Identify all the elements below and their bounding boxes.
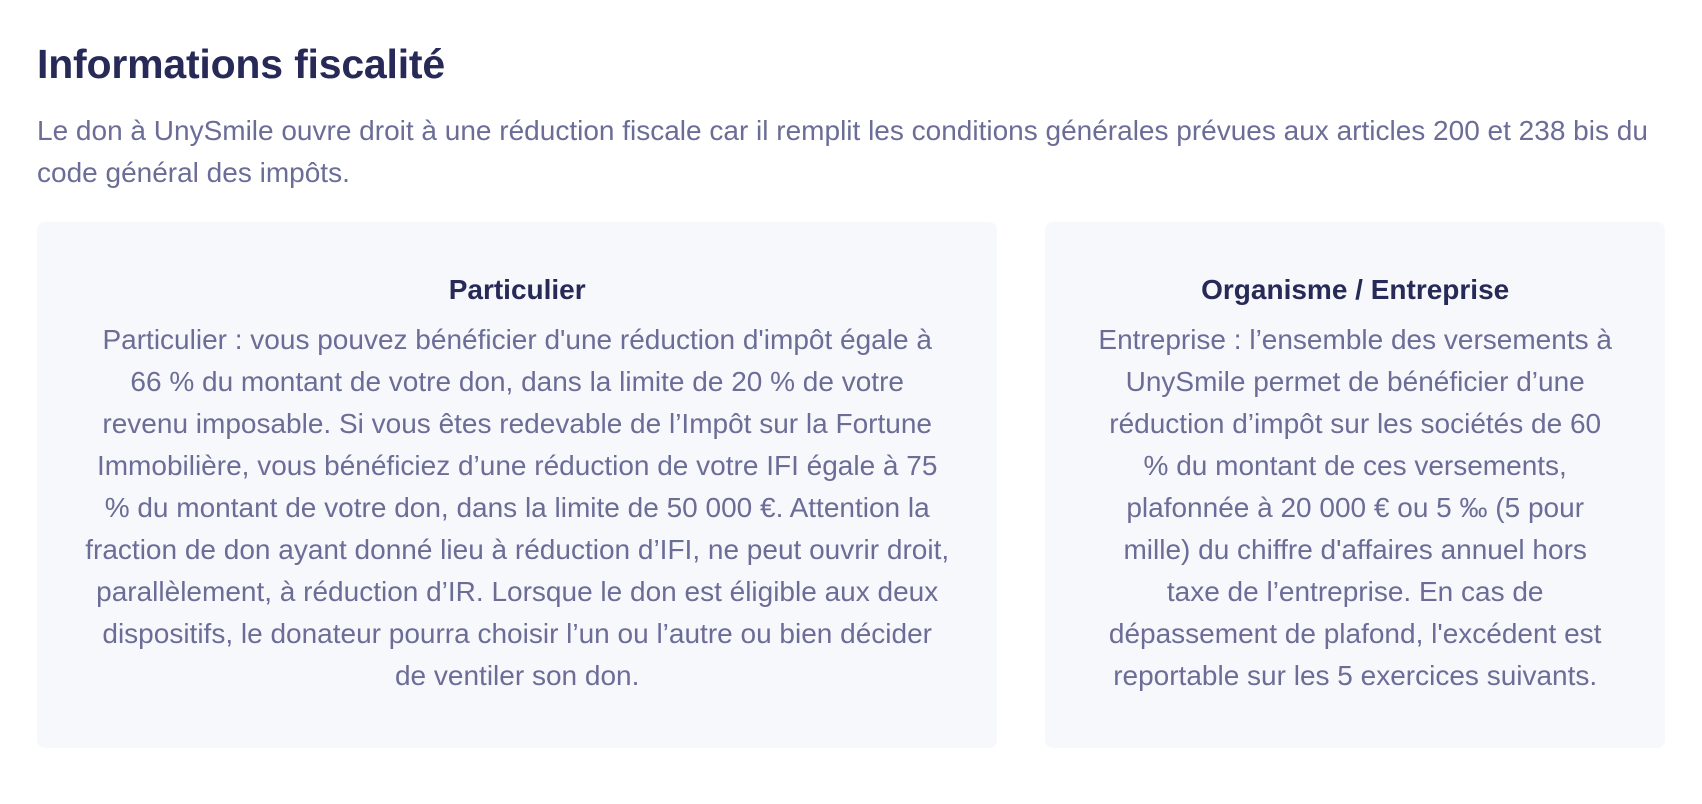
- card-particulier: [37, 222, 997, 748]
- page-title: Informations fiscalité: [37, 41, 445, 87]
- tax-cards: [37, 222, 1665, 748]
- card-text-entreprise: Entreprise : l’ensemble des versements à UnySmile permet de bénéficier d’une réduction d’impôt sur les sociétés de 60 % du montant de ces versements, plafonnée à 20 000 € ou 5 ‰ (5 pour mille) du chiffre d'affaires annuel hors taxe de l’entreprise. En cas de dépassement de plafond, l'excédent est reportable sur les 5 exercices suivants.: [1098, 324, 1612, 691]
- card-title-entreprise: Organisme / Entreprise: [1201, 274, 1510, 305]
- card-title-particulier: Particulier: [448, 274, 586, 305]
- card-text-particulier: Particulier : vous pouvez bénéficier d'une réduction d'impôt égale à 66 % du montant de votre don, dans la limite de 20 % de votre revenu imposable. Si vous êtes redevable de l’Impôt sur la Fortune Immobilière, vous bénéficiez d’une réduction de votre IFI égale à 75 % du montant de votre don, dans la limite de 50 000 €. Attention la fraction de don ayant donné lieu à réduction d’IFI, ne peut ouvrir droit, parallèlement, à réduction d’IR. Lorsque le don est éligible aux deux dispositifs, le donateur pourra choisir l’un ou l’autre ou bien décider de ventiler son don.: [85, 324, 950, 691]
- intro-paragraph: Le don à UnySmile ouvre droit à une réduction fiscale car il remplit les conditions générales prévues aux articles 200 et 238 bis du code général des impôts.: [37, 115, 1648, 188]
- card-entreprise: [1045, 222, 1665, 748]
